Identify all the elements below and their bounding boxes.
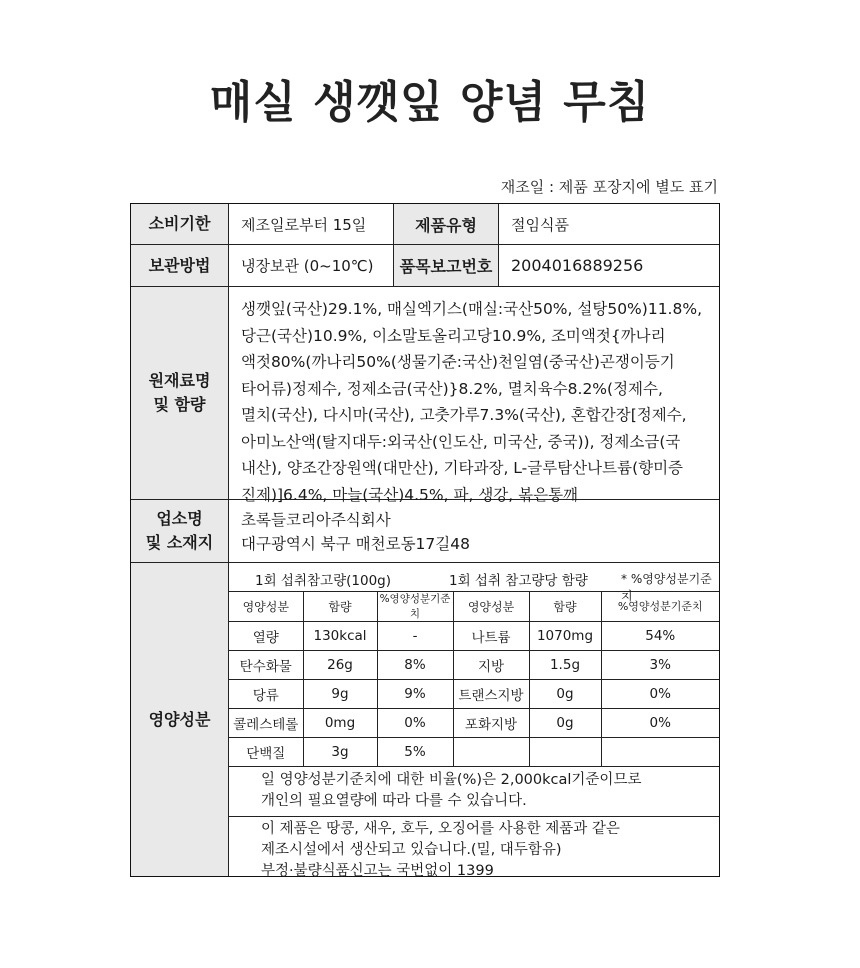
daily-value-note: * %영양성분기준치 xyxy=(621,572,712,603)
nutrition-label: 영양성분 xyxy=(131,563,229,876)
storage-row xyxy=(131,245,719,287)
header-cell: 영양성분 xyxy=(453,591,529,622)
nutrient-name: 탄수화물 xyxy=(229,651,303,680)
nutrient-percent: 5% xyxy=(377,738,453,767)
nutrient-name: 지방 xyxy=(453,651,529,680)
allergy-notice xyxy=(229,817,719,879)
header-cell: %영양성분기준치 xyxy=(377,591,453,622)
nutrition-row-item xyxy=(229,738,719,767)
nutrition-row-item xyxy=(229,680,719,709)
header-cell: 영양성분 xyxy=(229,591,303,622)
product-title: 매실 생깻잎 양념 무침 xyxy=(209,77,651,128)
nutrient-name: 당류 xyxy=(229,680,303,709)
nutrient-amount: 1.5g xyxy=(529,651,601,680)
nutrition-section xyxy=(229,563,719,879)
maker-address: 대구광역시 북구 매천로동17길48 xyxy=(241,535,470,553)
storage-value: 냉장보관 (0~10℃) xyxy=(241,257,374,275)
nutrient-amount: 130kcal xyxy=(303,622,377,651)
ingredients-line: 멸치(국산), 다시마(국산), 고춧가루7.3%(국산), 혼합간장[정제수, xyxy=(241,406,687,424)
nutrient-percent: 3% xyxy=(601,651,719,680)
maker-name: 초록들코리아주식회사 xyxy=(241,511,391,529)
nutrient-name: 열량 xyxy=(229,622,303,651)
nutrition-table xyxy=(229,591,719,767)
storage-label: 보관방법 xyxy=(131,245,229,286)
header-cell: 함량 xyxy=(303,591,377,622)
nutrient-percent: 0% xyxy=(601,680,719,709)
nutrient-percent: 0% xyxy=(377,709,453,738)
ingredients-text xyxy=(241,296,711,508)
maker-label: 업소명 및 소재지 xyxy=(131,500,229,562)
nutrient-amount: 9g xyxy=(303,680,377,709)
nutrition-serving-header xyxy=(229,563,719,603)
nutrient-percent: 0% xyxy=(601,709,719,738)
nutrient-name: 콜레스테롤 xyxy=(229,709,303,738)
ingredients-row xyxy=(131,287,719,504)
nutrient-percent: 9% xyxy=(377,680,453,709)
nutrient-amount xyxy=(529,738,601,767)
nutrient-percent: - xyxy=(377,622,453,651)
nutrient-name: 단백질 xyxy=(229,738,303,767)
note-line: 개인의 필요열량에 따라 다를 수 있습니다. xyxy=(261,793,527,809)
ingredients-line: 내산), 양조간장원액(대만산), 기타과장, L-글루탐산나트륨(향미증 xyxy=(241,459,684,477)
nutrition-header-row xyxy=(229,591,719,622)
report-number-label: 품목보고번호 xyxy=(393,245,499,286)
header-cell: 함량 xyxy=(529,591,601,622)
nutrition-row-item xyxy=(229,651,719,680)
allergy-line: 부정·불량식품신고는 국번없이 1399 xyxy=(261,863,494,879)
ingredients-label: 원재료명 및 함량 xyxy=(131,287,229,499)
header-cell: %영양성분기준치 xyxy=(601,591,719,622)
expiry-value: 제조일로부터 15일 xyxy=(241,215,367,234)
allergy-line: 제조시설에서 생산되고 있습니다.(밀, 대두함유) xyxy=(261,842,562,858)
nutrient-amount: 3g xyxy=(303,738,377,767)
nutrient-percent: 8% xyxy=(377,651,453,680)
expiry-row xyxy=(131,204,719,245)
maker-row xyxy=(131,500,719,563)
nutrition-row-item xyxy=(229,709,719,738)
type-value: 절임식품 xyxy=(511,215,569,234)
ingredients-line: 아미노산액(탈지대두:외국산(인도산, 미국산, 중국)), 정제소금(국 xyxy=(241,432,681,451)
nutrient-amount: 26g xyxy=(303,651,377,680)
nutrition-row xyxy=(131,563,719,879)
serving-size: 1회 섭취참고량(100g) xyxy=(255,573,391,589)
per-serving-label: 1회 섭취 참고량당 함량 xyxy=(449,573,588,589)
nutrient-name: 트랜스지방 xyxy=(453,680,529,709)
nutrient-name: 나트륨 xyxy=(453,622,529,651)
nutrient-name xyxy=(453,738,529,767)
nutrient-percent xyxy=(601,738,719,767)
nutrient-amount: 0g xyxy=(529,680,601,709)
ingredients-line: 진제)]6.4%, 마늘(국산)4.5%, 파, 생강, 볶은통깨 xyxy=(241,485,579,504)
nutrient-amount: 0mg xyxy=(303,709,377,738)
type-label: 제품유형 xyxy=(393,204,499,244)
ingredients-line: 타어류)정제수, 정제소금(국산)}8.2%, 멸치육수8.2%(정제수, xyxy=(241,379,663,398)
nutrient-percent: 54% xyxy=(601,622,719,651)
nutrient-name: 포화지방 xyxy=(453,709,529,738)
maker-info xyxy=(241,508,470,556)
report-number-value: 2004016889256 xyxy=(511,256,644,275)
nutrient-amount: 1070mg xyxy=(529,622,601,651)
nutrition-row-item xyxy=(229,622,719,651)
product-info-sheet xyxy=(130,203,720,877)
allergy-line: 이 제품은 땅콩, 새우, 호두, 오징어를 사용한 제품과 같은 xyxy=(261,821,620,837)
expiry-label: 소비기한 xyxy=(131,204,229,244)
ingredients-line: 액젓80%(까나리50%(생물기준:국산)천일염(중국산)곤쟁이등기 xyxy=(241,353,675,371)
ingredients-line: 생깻잎(국산)29.1%, 매실엑기스(매실:국산50%, 설탕50%)11.8%, xyxy=(241,300,702,318)
note-line: 일 영양성분기준치에 대한 비율(%)은 2,000kcal기준이므로 xyxy=(261,772,642,788)
nutrient-amount: 0g xyxy=(529,709,601,738)
manufacture-date-note: 재조일 : 제품 포장지에 별도 표기 xyxy=(500,178,718,196)
ingredients-line: 당근(국산)10.9%, 이소말토올리고당10.9%, 조미액젓{까나리 xyxy=(241,326,666,345)
daily-value-explanation xyxy=(229,765,719,817)
